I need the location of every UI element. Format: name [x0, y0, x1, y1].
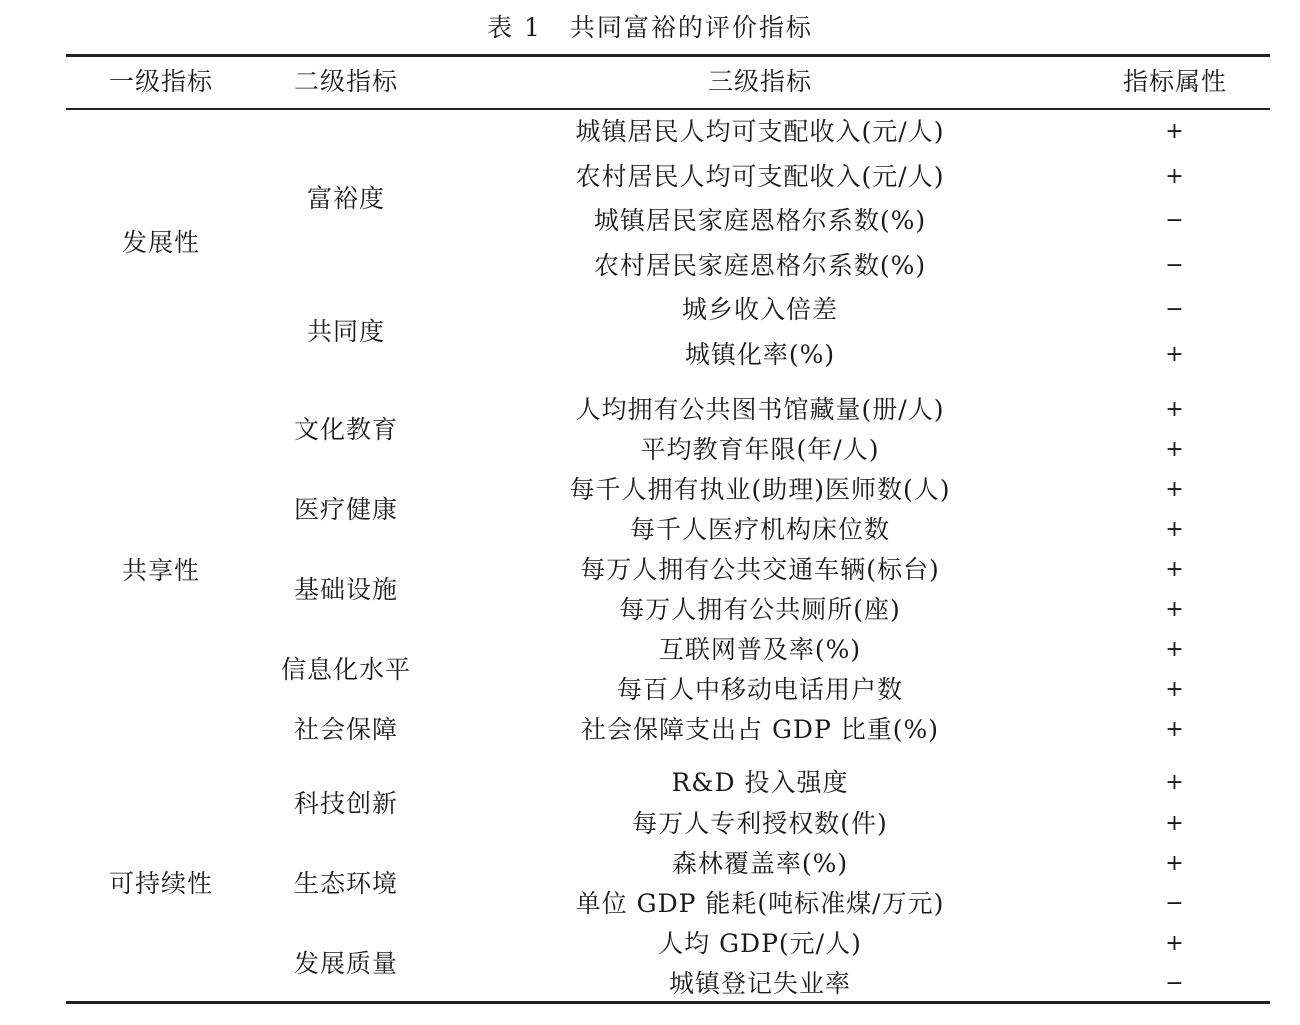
attribute-cell: +	[1165, 851, 1185, 876]
level3-cell: R&D 投入强度	[671, 768, 849, 797]
attribute-cell: +	[1165, 164, 1185, 189]
attribute-cell: −	[1165, 208, 1185, 233]
table-number: 表 1	[487, 13, 542, 42]
table-caption	[0, 8, 1300, 44]
attribute-cell: −	[1165, 971, 1185, 996]
level3-cell: 城乡收入倍差	[681, 295, 838, 324]
header-attribute: 指标属性	[1122, 67, 1227, 96]
level2-cell: 富裕度	[306, 184, 385, 213]
level2-cell: 医疗健康	[293, 495, 398, 524]
level3-cell: 农村居民人均可支配收入(元/人)	[575, 162, 945, 191]
level2-cell: 生态环境	[293, 869, 398, 898]
level3-cell: 互联网普及率(%)	[658, 635, 862, 664]
level3-cell: 每千人拥有执业(助理)医师数(人)	[569, 475, 951, 504]
level3-cell: 每万人拥有公共交通车辆(标台)	[580, 555, 940, 584]
level3-cell: 人均 GDP(元/人)	[658, 929, 862, 958]
level1-cell: 发展性	[121, 228, 200, 257]
top-rule	[66, 54, 1270, 57]
attribute-cell: +	[1165, 342, 1185, 367]
level2-cell: 科技创新	[293, 789, 398, 818]
level3-cell: 社会保障支出占 GDP 比重(%)	[581, 715, 939, 744]
attribute-cell: −	[1165, 253, 1185, 278]
level3-cell: 城镇居民人均可支配收入(元/人)	[575, 117, 945, 146]
attribute-cell: +	[1165, 119, 1185, 144]
level3-cell: 每万人拥有公共厕所(座)	[619, 595, 901, 624]
level2-cell: 社会保障	[293, 715, 398, 744]
level2-cell: 文化教育	[293, 415, 398, 444]
attribute-cell: +	[1165, 557, 1185, 582]
level3-cell: 平均教育年限(年/人)	[640, 435, 880, 464]
header-rule	[66, 108, 1270, 110]
level1-cell: 可持续性	[108, 869, 213, 898]
level3-cell: 城镇居民家庭恩格尔系数(%)	[593, 206, 927, 235]
level3-cell: 森林覆盖率(%)	[671, 849, 849, 878]
header-level1: 一级指标	[108, 67, 213, 96]
table-title: 共同富裕的评价指标	[569, 13, 813, 42]
level3-cell: 人均拥有公共图书馆藏量(册/人)	[575, 395, 945, 424]
level2-cell: 发展质量	[293, 949, 398, 978]
attribute-cell: +	[1165, 397, 1185, 422]
level2-cell: 基础设施	[293, 575, 398, 604]
level1-cell: 共享性	[121, 556, 200, 585]
level2-cell: 共同度	[306, 317, 385, 346]
level3-cell: 每万人专利授权数(件)	[632, 809, 888, 838]
attribute-cell: +	[1165, 677, 1185, 702]
level3-cell: 每百人中移动电话用户数	[616, 675, 903, 704]
attribute-cell: +	[1165, 770, 1185, 795]
level3-cell: 农村居民家庭恩格尔系数(%)	[593, 251, 927, 280]
attribute-cell: +	[1165, 637, 1185, 662]
attribute-cell: +	[1165, 717, 1185, 742]
attribute-cell: −	[1165, 891, 1185, 916]
attribute-cell: +	[1165, 931, 1185, 956]
level3-cell: 每千人医疗机构床位数	[629, 515, 890, 544]
level3-cell: 城镇登记失业率	[668, 969, 851, 998]
attribute-cell: +	[1165, 517, 1185, 542]
attribute-cell: +	[1165, 597, 1185, 622]
level3-cell: 城镇化率(%)	[684, 340, 836, 369]
level2-cell: 信息化水平	[280, 655, 411, 684]
level3-cell: 单位 GDP 能耗(吨标准煤/万元)	[575, 889, 945, 918]
attribute-cell: +	[1165, 477, 1185, 502]
attribute-cell: −	[1165, 297, 1185, 322]
attribute-cell: +	[1165, 811, 1185, 836]
attribute-cell: +	[1165, 437, 1185, 462]
header-level2: 二级指标	[293, 67, 398, 96]
header-level3: 三级指标	[707, 67, 812, 96]
